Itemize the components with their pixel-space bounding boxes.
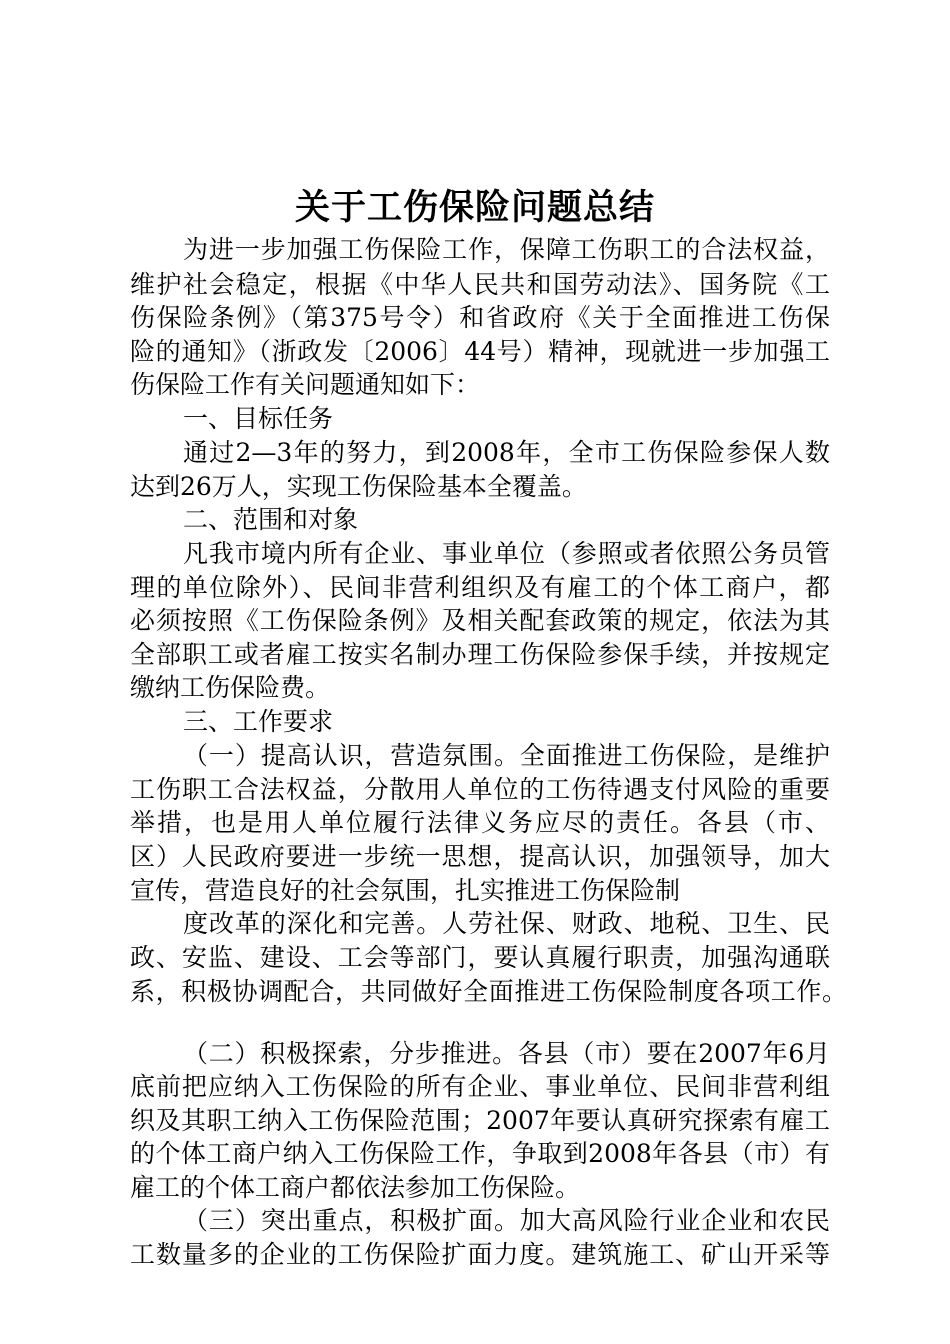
document-title: 关于工伤保险问题总结 xyxy=(294,188,655,228)
paragraph-line: 宣传，营造良好的社会氛围，扎实推进工伤保险制 xyxy=(130,876,681,905)
paragraph-line: 凡我市境内所有企业、事业单位（参照或者依照公务员管 xyxy=(183,539,830,568)
paragraph-line: 工数量多的企业的工伤保险扩面力度。建筑施工、矿山开采等 xyxy=(130,1240,830,1269)
paragraph-line: 达到26万人，实现工伤保险基本全覆盖。 xyxy=(130,472,587,501)
paragraph-line: 的个体工商户纳入工伤保险工作，争取到2008年各县（市）有 xyxy=(130,1139,830,1168)
section-heading: 一、目标任务 xyxy=(183,404,334,433)
paragraph-line: 系，积极协调配合，共同做好全面推进工伤保险制度各项工作。 xyxy=(130,977,847,1006)
paragraph-line: 缴纳工伤保险费。 xyxy=(130,673,331,702)
section-heading: 二、范围和对象 xyxy=(183,505,359,534)
paragraph-line: 伤保险条例》（第375号令）和省政府《关于全面推进工伤保 xyxy=(130,303,830,332)
paragraph-line: 为进一步加强工伤保险工作，保障工伤职工的合法权益， xyxy=(183,235,830,264)
paragraph-line: （二）积极探索，分步推进。各县（市）要在2007年6月 xyxy=(183,1039,830,1068)
paragraph-line: 政、安监、建设、工会等部门，要认真履行职责，加强沟通联 xyxy=(130,943,830,972)
paragraph-line: 区）人民政府要进一步统一思想，提高认识，加强领导，加大 xyxy=(130,842,830,871)
paragraph-line: 底前把应纳入工伤保险的所有企业、事业单位、民间非营利组 xyxy=(130,1072,830,1101)
paragraph-line: 维护社会稳定，根据《中华人民共和国劳动法》、国务院《工 xyxy=(130,270,830,299)
paragraph-line: 伤保险工作有关问题通知如下： xyxy=(130,370,481,399)
paragraph-line: 雇工的个体工商户都依法参加工伤保险。 xyxy=(130,1173,581,1202)
paragraph-line: 理的单位除外）、民间非营利组织及有雇工的个体工商户，都 xyxy=(130,573,830,602)
paragraph-line: （三）突出重点，积极扩面。加大高风险行业企业和农民 xyxy=(183,1206,830,1235)
paragraph-line: 全部职工或者雇工按实名制办理工伤保险参保手续，并按规定 xyxy=(130,640,830,669)
paragraph-line: 举措，也是用人单位履行法律义务应尽的责任。各县（市、 xyxy=(130,808,830,837)
paragraph-line: 织及其职工纳入工伤保险范围；2007年要认真研究探索有雇工 xyxy=(130,1106,830,1135)
section-heading: 三、工作要求 xyxy=(183,707,334,736)
paragraph-line: 工伤职工合法权益，分散用人单位的工伤待遇支付风险的重要 xyxy=(130,775,830,804)
paragraph-line: （一）提高认识，营造氛围。全面推进工伤保险，是维护 xyxy=(183,741,830,770)
paragraph-line: 通过2—3年的努力，到2008年，全市工伤保险参保人数 xyxy=(183,438,830,467)
paragraph-line: 险的通知》（浙政发〔2006〕44号）精神，现就进一步加强工 xyxy=(130,337,830,366)
paragraph-line: 必须按照《工伤保险条例》及相关配套政策的规定，依法为其 xyxy=(130,606,830,635)
paragraph-line: 度改革的深化和完善。人劳社保、财政、地税、卫生、民 xyxy=(183,909,830,938)
